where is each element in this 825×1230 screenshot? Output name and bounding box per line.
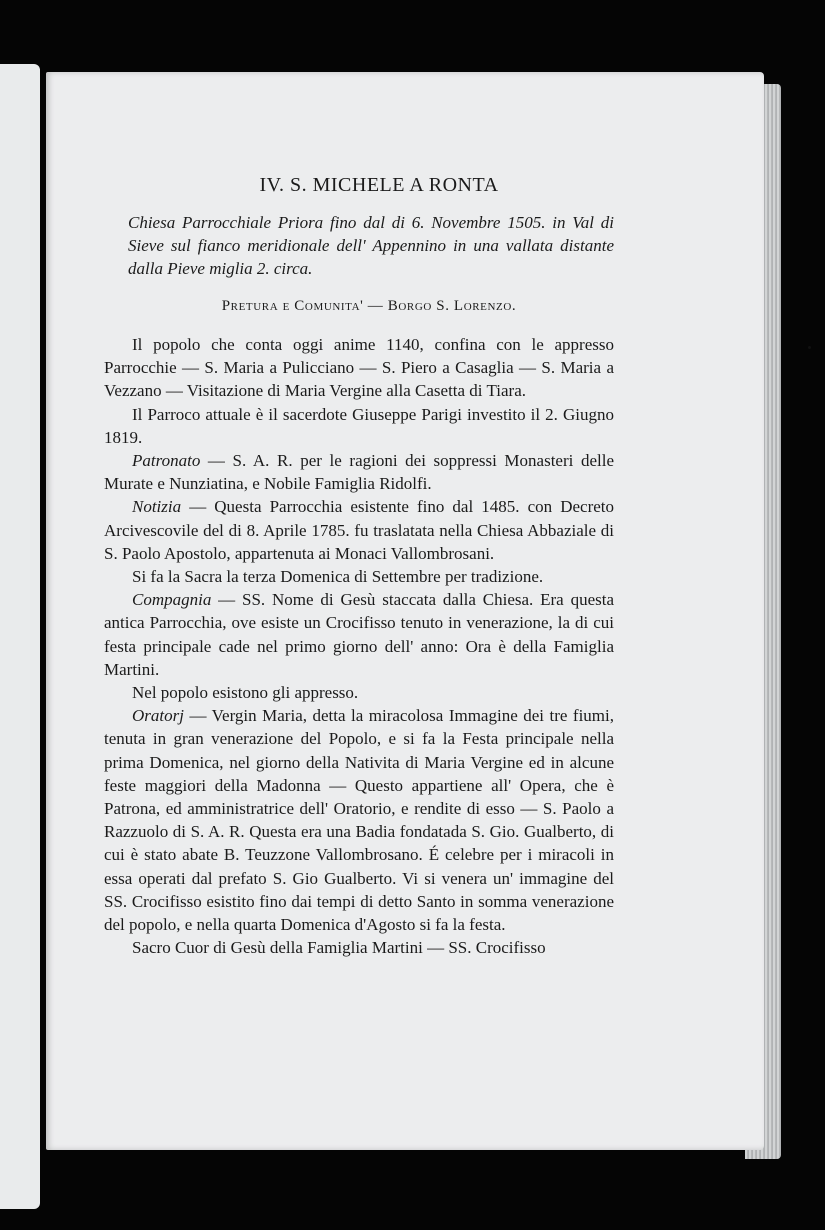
chapter-title: IV. S. MICHELE A RONTA (259, 174, 499, 196)
paragraph (104, 333, 614, 403)
paragraph-text: Si fa la Sacra la terza Domenica di Settembre per tradizione. (132, 567, 544, 587)
dust-speck (808, 346, 811, 349)
facing-page-edge (0, 64, 40, 1209)
paragraph-lead: Compagnia (132, 590, 212, 610)
paragraph (104, 704, 614, 936)
page-content (104, 160, 614, 959)
chapter-subtitle: Chiesa Parrocchiale Priora fino dal di 6. Novembre 1505. in Val di Sieve sul fianco meridionale dell' Appennino in una vallata distante dalla Pieve miglia 2. circa. (128, 213, 614, 278)
body-text (104, 333, 614, 959)
paragraph-text: — SS. Nome di Gesù staccata dalla Chiesa. Era questa antica Parrocchia, ove esiste un Crocifisso tenuto in venerazione, la di cui festa principale cade nel primo giorno dell' anno: Ora è della Famiglia Martini. (104, 590, 614, 679)
paragraph-text: Il Parroco attuale è il sacerdote Giuseppe Parigi investito il 2. Giugno 1819. (104, 404, 614, 447)
paragraph (104, 565, 614, 588)
jurisdiction-line: Pretura e Comunita' — Borgo S. Lorenzo. (221, 298, 517, 314)
paragraph-text: Il popolo che conta oggi anime 1140, confina con le appresso Parrocchie — S. Maria a Pulicciano — S. Piero a Casaglia — S. Maria a Vezzano — Visitazione di Maria Vergine alla Casetta di Tiara. (104, 335, 614, 401)
paragraph-lead: Notizia (132, 497, 182, 517)
paragraph-text: Nel popolo esistono gli appresso. (132, 683, 359, 703)
paragraph (104, 588, 614, 681)
paragraph-text: — Questa Parrocchia esistente fino dal 1485. con Decreto Arcivescovile del di 8. Aprile 1785. fu traslatata nella Chiesa Abbaziale di S. Paolo Apostolo, appartenuta ai Monaci Vallombrosani. (104, 497, 614, 563)
paragraph-lead: Patronato (132, 451, 201, 471)
paragraph (104, 681, 614, 704)
paragraph-text: Sacro Cuor di Gesù della Famiglia Martini — SS. Crocifisso (132, 938, 546, 958)
paragraph (104, 936, 614, 959)
paragraph (104, 495, 614, 565)
paragraph-lead: Oratorj (132, 706, 184, 726)
paragraph-text: — S. A. R. per le ragioni dei soppressi Monasteri delle Murate e Nunziatina, e Nobile Famiglia Ridolfi. (104, 451, 614, 494)
paragraph (104, 403, 614, 449)
paragraph (104, 449, 614, 495)
paragraph-text: — Vergin Maria, detta la miracolosa Immagine dei tre fiumi, tenuta in gran venerazione del Popolo, e si fa la Festa principale nella prima Domenica, nel giorno della Nativita di Maria Vergine ed in alcune feste maggiori della Madonna — Questo appartiene all' Opera, che è Patrona, ed amministratrice dell' Oratorio, e rendite di esso — S. Paolo a Razzuolo di S. A. R. Questa era una Badia fondatada S. Gio. Gualberto, di cui è stato abate B. Teuzzone Vallombrosano. É celebre per i miracoli in essa operati dal prefato S. Gio Gualberto. Vi si venera un' immagine del SS. Crocifisso esistito fino dai tempi di detto Santo in somma venerazione del popolo, e nella quarta Domenica d'Agosto si fa la festa. (104, 706, 614, 935)
